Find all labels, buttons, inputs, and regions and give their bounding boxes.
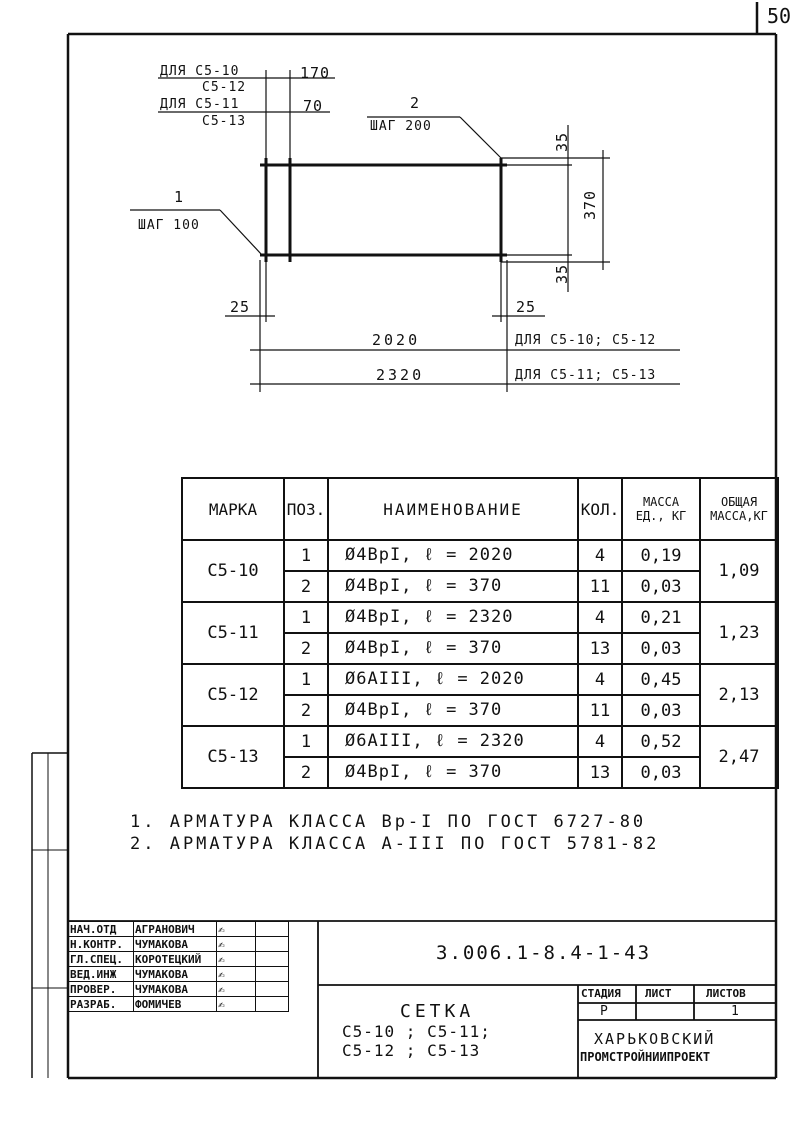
- header-name: НАИМЕНОВАНИЕ: [328, 478, 578, 540]
- dim-25-right: 25: [516, 298, 537, 316]
- name-cell: Ø4ВрI, ℓ = 370: [328, 633, 578, 664]
- document-code: 3.006.1-8.4-1-43: [436, 942, 652, 964]
- note-2320: ДЛЯ С5-11; С5-13: [515, 368, 657, 383]
- signature-row: ПРОВЕР. ЧУМАКОВА ✍: [69, 982, 289, 997]
- dim-25-left: 25: [230, 298, 251, 316]
- mass-cell: 0,19: [622, 540, 700, 571]
- header-pos: ПОЗ.: [284, 478, 328, 540]
- pos-cell: 2: [284, 633, 328, 664]
- label-c5-13: С5-13: [202, 114, 247, 129]
- pos-cell: 2: [284, 695, 328, 726]
- signature-row: ГЛ.СПЕЦ. КОРОТЕЦКИЙ ✍: [69, 952, 289, 967]
- signature: ✍: [217, 967, 256, 982]
- signature: ✍: [217, 952, 256, 967]
- total-cell: 2,13: [700, 664, 778, 726]
- dim-35-bottom: 35: [553, 263, 572, 285]
- mass-cell: 0,21: [622, 602, 700, 633]
- qty-cell: 11: [578, 571, 622, 602]
- sheet-label: ЛИСТ: [645, 987, 672, 1000]
- pos2-step: ШАГ 200: [370, 119, 432, 134]
- stage-label: СТАДИЯ: [581, 987, 621, 1000]
- signature-row: ВЕД.ИНЖ ЧУМАКОВА ✍: [69, 967, 289, 982]
- mark-cell: С5-12: [182, 664, 284, 726]
- pos-cell: 2: [284, 571, 328, 602]
- name-cell: Ø4ВрI, ℓ = 2320: [328, 602, 578, 633]
- dim-2320: 2320: [376, 366, 425, 384]
- pos-cell: 1: [284, 602, 328, 633]
- mass-cell: 0,03: [622, 695, 700, 726]
- signature-row: НАЧ.ОТД АГРАНОВИЧ ✍: [69, 922, 289, 937]
- pos-cell: 2: [284, 757, 328, 788]
- mass-cell: 0,03: [622, 633, 700, 664]
- qty-cell: 4: [578, 726, 622, 757]
- dim-35-top: 35: [553, 131, 572, 153]
- header-mark: МАРКА: [182, 478, 284, 540]
- mass-cell: 0,45: [622, 664, 700, 695]
- pos2-number: 2: [410, 94, 421, 112]
- signature: ✍: [217, 922, 256, 937]
- qty-cell: 4: [578, 602, 622, 633]
- dim-2020: 2020: [372, 331, 421, 349]
- signature-row: Н.КОНТР. ЧУМАКОВА ✍: [69, 937, 289, 952]
- signature: ✍: [217, 997, 256, 1012]
- mark-cell: С5-13: [182, 726, 284, 788]
- sheet-number: 50: [767, 4, 792, 28]
- name-cell: Ø4ВрI, ℓ = 370: [328, 695, 578, 726]
- label-c5-12: С5-12: [202, 80, 247, 95]
- pos1-number: 1: [174, 188, 185, 206]
- sheets-label: ЛИСТОВ: [706, 987, 746, 1000]
- mass-cell: 0,52: [622, 726, 700, 757]
- signature-table: [68, 921, 289, 1012]
- mark-cell: С5-11: [182, 602, 284, 664]
- signature-row: РАЗРАБ. ФОМИЧЕВ ✍: [69, 997, 289, 1012]
- header-qty: КОЛ.: [578, 478, 622, 540]
- qty-cell: 4: [578, 540, 622, 571]
- pos-cell: 1: [284, 726, 328, 757]
- header-mass-unit: МАССА ЕД., КГ: [622, 478, 700, 540]
- title-line-3: С5-12 ; С5-13: [342, 1041, 481, 1060]
- mass-cell: 0,03: [622, 571, 700, 602]
- name-cell: Ø4ВрI, ℓ = 370: [328, 571, 578, 602]
- mark-cell: С5-10: [182, 540, 284, 602]
- sheets-value: 1: [731, 1004, 739, 1019]
- note-line-2: 2. АРМАТУРА КЛАССА А-III ПО ГОСТ 5781-82: [130, 834, 660, 854]
- note-line-1: 1. АРМАТУРА КЛАССА Вр-I ПО ГОСТ 6727-80: [130, 812, 647, 832]
- name-cell: Ø4ВрI, ℓ = 2020: [328, 540, 578, 571]
- name-cell: Ø6АIII, ℓ = 2020: [328, 664, 578, 695]
- organization-line-2: ПРОМСТРОЙНИИПРОЕКТ: [580, 1050, 711, 1064]
- pos-cell: 1: [284, 540, 328, 571]
- signature: ✍: [217, 937, 256, 952]
- name-cell: Ø6АIII, ℓ = 2320: [328, 726, 578, 757]
- qty-cell: 4: [578, 664, 622, 695]
- title-line-1: СЕТКА: [400, 1001, 475, 1022]
- total-cell: 2,47: [700, 726, 778, 788]
- qty-cell: 13: [578, 757, 622, 788]
- signature: ✍: [217, 982, 256, 997]
- stage-value: Р: [600, 1004, 608, 1019]
- qty-cell: 11: [578, 695, 622, 726]
- organization-line-1: ХАРЬКОВСКИЙ: [594, 1030, 716, 1048]
- total-cell: 1,09: [700, 540, 778, 602]
- mass-cell: 0,03: [622, 757, 700, 788]
- dim-70: 70: [303, 97, 324, 115]
- label-c5-11: ДЛЯ С5-11: [160, 97, 240, 112]
- total-cell: 1,23: [700, 602, 778, 664]
- qty-cell: 13: [578, 633, 622, 664]
- title-line-2: С5-10 ; С5-11;: [342, 1022, 491, 1041]
- dim-170: 170: [300, 64, 331, 82]
- dim-370: 370: [581, 189, 600, 221]
- name-cell: Ø4ВрI, ℓ = 370: [328, 757, 578, 788]
- pos1-step: ШАГ 100: [138, 218, 200, 233]
- header-mass-total: ОБЩАЯ МАССА,КГ: [700, 478, 778, 540]
- note-2020: ДЛЯ С5-10; С5-12: [515, 333, 657, 348]
- label-c5-10: ДЛЯ С5-10: [160, 64, 240, 79]
- pos-cell: 1: [284, 664, 328, 695]
